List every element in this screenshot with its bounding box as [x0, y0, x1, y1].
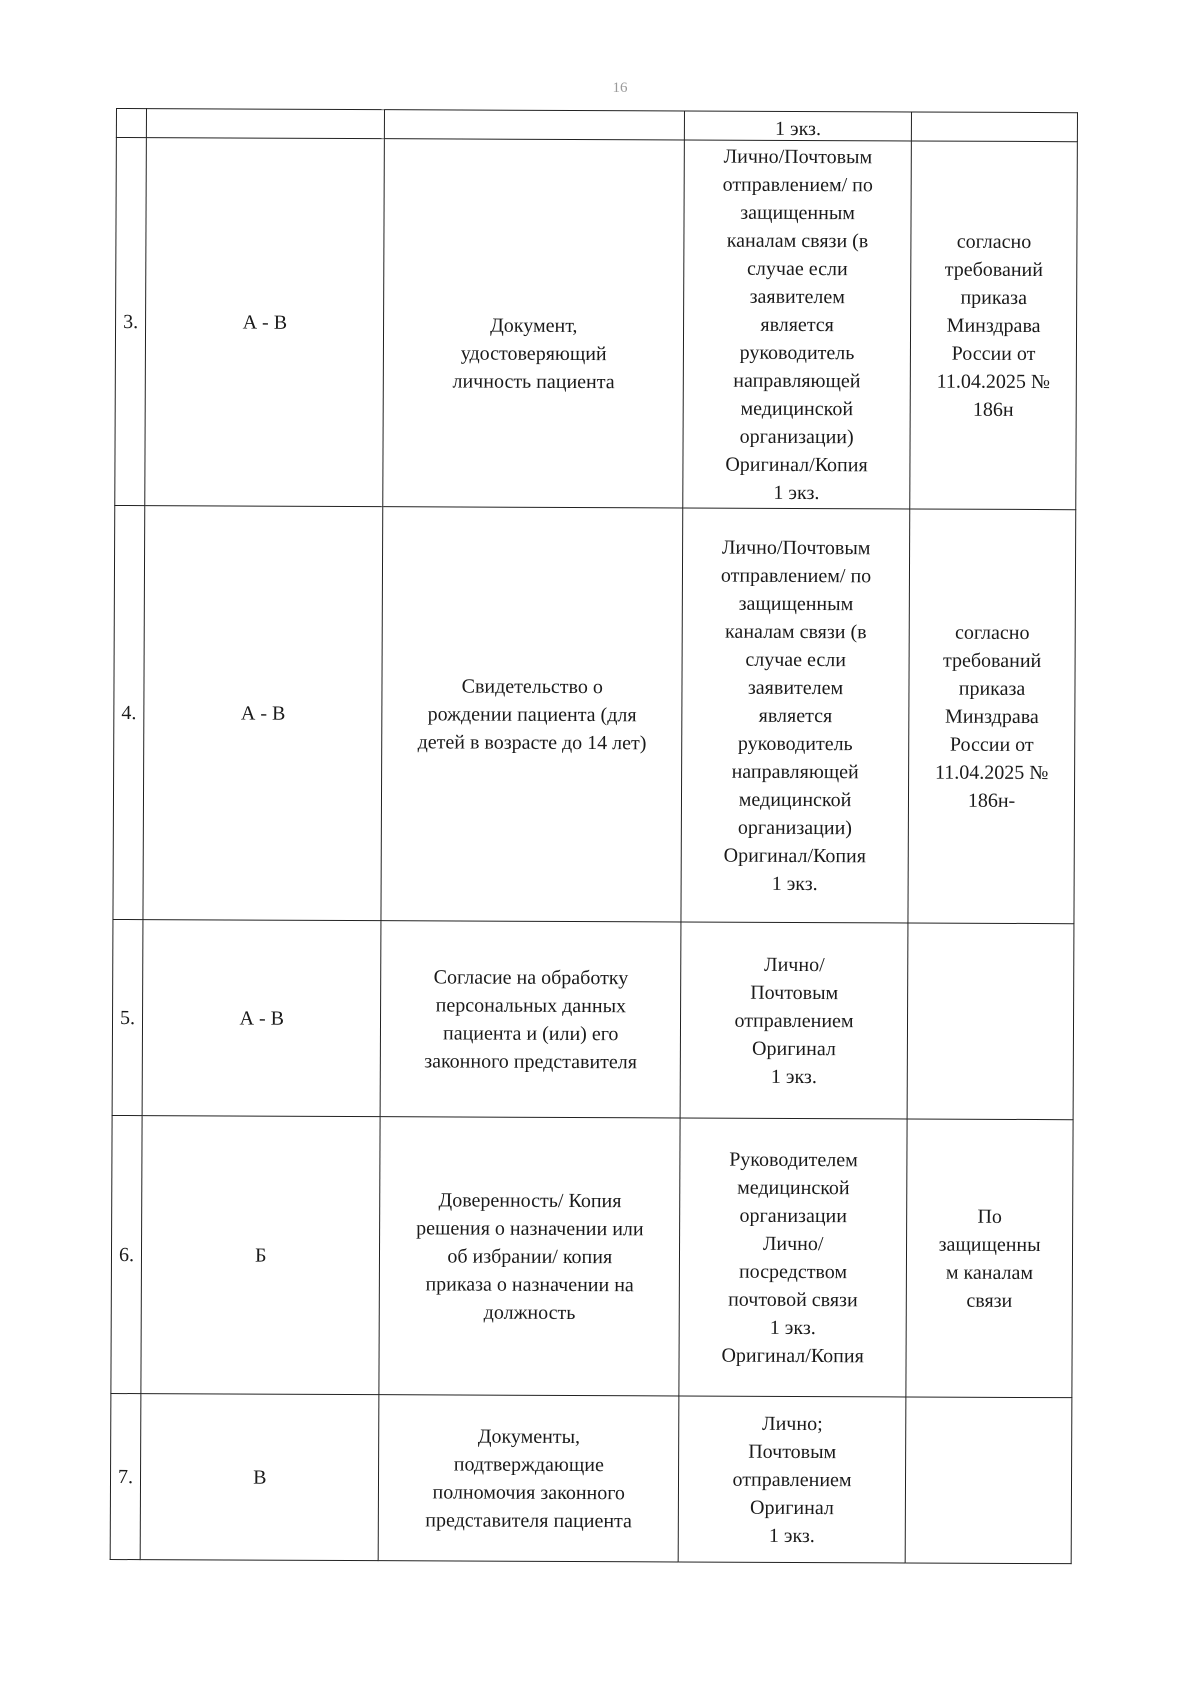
- page-number: 16: [612, 80, 628, 96]
- documents-table: [110, 108, 1078, 1564]
- cell-document: Согласие на обработку персональных данных пациента и (или) его законного представителя: [381, 921, 681, 1118]
- cell-document: [385, 110, 685, 140]
- cell-method: Лично/Почтовым отправлением/ по защищенным каналам связи (в случае если заявителем является руководитель направляющей медицинской организации) Оригинал/Копия 1 экз.: [681, 508, 910, 923]
- table-row: [110, 1393, 1072, 1563]
- cell-requirements: По защищенны м каналам связи: [906, 1119, 1073, 1398]
- cell-document: Доверенность/ Копия решения о назначении или об избрании/ копия приказа о назначении на должность: [379, 1117, 680, 1396]
- cell-num: 4.: [113, 505, 145, 919]
- cell-document: Документ, удостоверяющий личность пациента: [383, 139, 684, 508]
- table-row: [112, 919, 1074, 1119]
- cell-num: 3.: [115, 138, 147, 506]
- cell-method: Лично/Почтовым отправлением/ по защищенным каналам связи (в случае если заявителем является руководитель направляющей медицинской организации) Оригинал/Копия 1 экз.: [683, 140, 912, 509]
- cell-method: Лично; Почтовым отправлением Оригинал 1 экз.: [678, 1396, 906, 1563]
- table-row: [115, 138, 1078, 510]
- cell-category: А - В: [143, 506, 383, 921]
- cell-method: Лично/ Почтовым отправлением Оригинал 1 экз.: [680, 922, 908, 1119]
- cell-document: Свидетельство о рождении пациента (для детей в возрасте до 14 лет): [381, 507, 682, 922]
- cell-requirements: согласно требований приказа Минздрава России от 11.04.2025 № 186н-: [908, 509, 1076, 924]
- cell-document: Документы, подтверждающие полномочия законного представителя пациента: [379, 1395, 679, 1562]
- table-row-continuation: [116, 109, 1077, 142]
- cell-num: 7.: [110, 1393, 141, 1559]
- cell-requirements: [911, 112, 1077, 142]
- cell-category: А - В: [142, 920, 381, 1117]
- cell-requirements: [907, 923, 1074, 1120]
- cell-method: 1 экз.: [684, 111, 911, 141]
- cell-category: Б: [141, 1116, 381, 1395]
- cell-method: Руководителем медицинской организации Лично/ посредством почтовой связи 1 экз. Оригинал/Копия: [679, 1118, 907, 1397]
- cell-num: 6.: [111, 1115, 142, 1393]
- table-row: [113, 505, 1076, 923]
- cell-category: [146, 109, 385, 139]
- cell-num: 5.: [112, 919, 143, 1115]
- cell-category: В: [140, 1394, 379, 1561]
- table-row: [111, 1115, 1073, 1397]
- cell-category: А - В: [145, 138, 385, 507]
- cell-requirements: согласно требований приказа Минздрава России от 11.04.2025 № 186н: [910, 141, 1077, 510]
- cell-requirements: [905, 1397, 1072, 1564]
- cell-num: [116, 109, 146, 138]
